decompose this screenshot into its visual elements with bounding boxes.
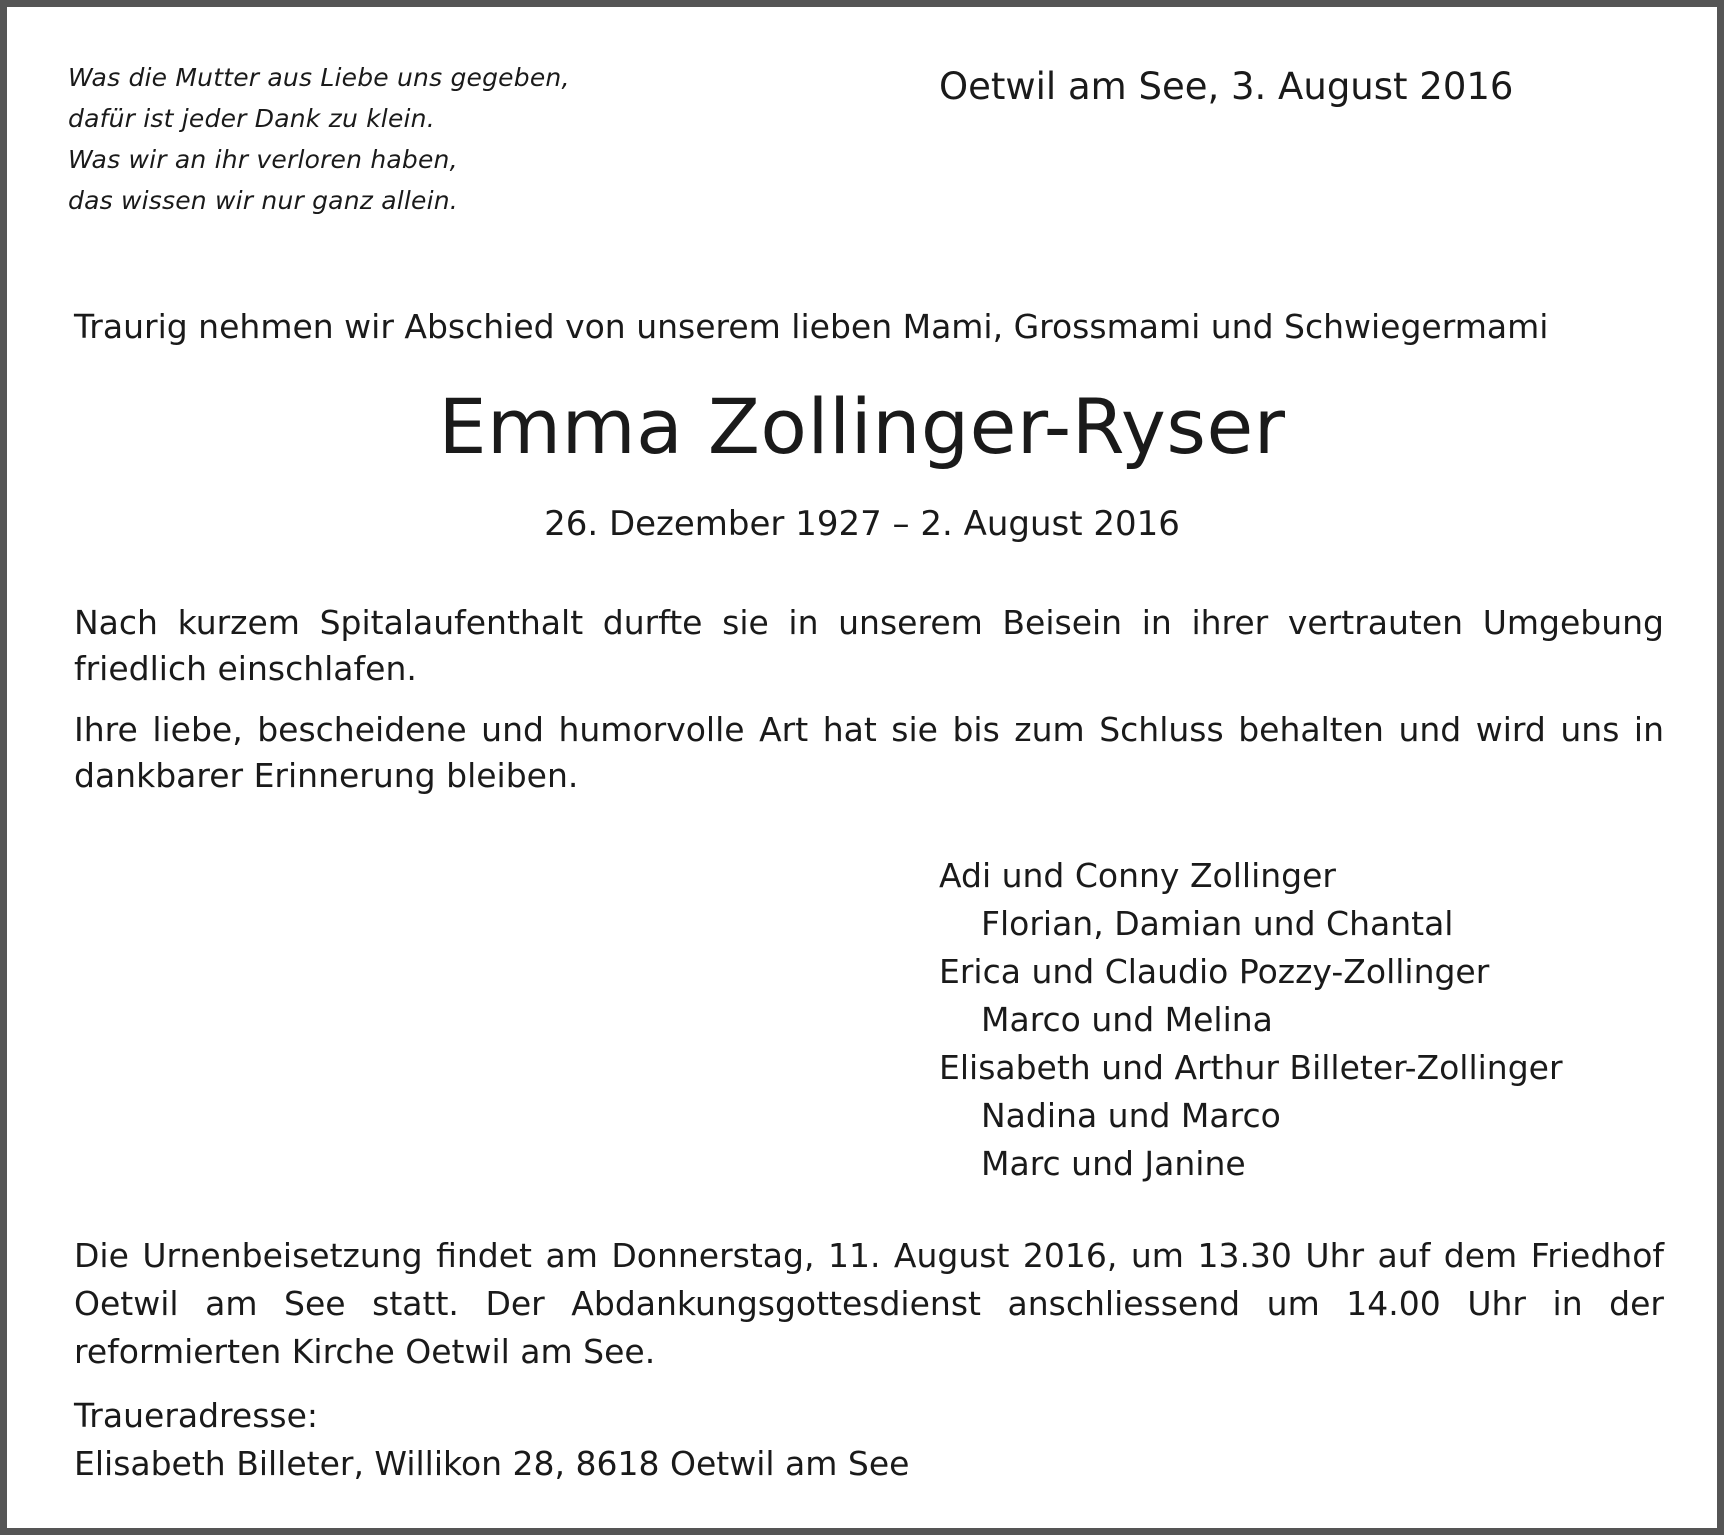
mourner-family: Adi und Conny Zollinger — [939, 856, 1336, 895]
poem-line: dafür ist jeder Dank zu klein. — [68, 104, 435, 133]
address-value: Elisabeth Billeter, Willikon 28, 8618 Oetwil am See — [74, 1444, 910, 1483]
remembrance-paragraph: Ihre liebe, bescheidene und humorvolle Art hat sie bis zum Schluss behalten und wird uns in dankbarer Erinnerung bleiben. — [74, 710, 1664, 795]
intro-line: Traurig nehmen wir Abschied von unserem lieben Mami, Grossmami und Schwiegermami — [74, 307, 1549, 346]
poem-line: Was wir an ihr verloren haben, — [68, 145, 458, 174]
obituary-notice — [7, 7, 1717, 1528]
deceased-name: Emma Zollinger-Ryser — [438, 382, 1286, 471]
ceremony-details: Die Urnenbeisetzung findet am Donnerstag, 11. August 2016, um 13.30 Uhr auf dem Friedhof Oetwil am See statt. Der Abdankungsgottesdienst anschliessend um 14.00 Uhr in der reformierten Kirche Oetwil am See. — [74, 1236, 1664, 1371]
address-label: Traueradresse: — [74, 1396, 319, 1435]
mourner-family: Elisabeth und Arthur Billeter-Zollinger — [939, 1048, 1563, 1087]
mourning-address — [74, 1392, 909, 1488]
mourner-children: Florian, Damian und Chantal — [981, 904, 1454, 943]
mourner-children: Marco und Melina — [981, 1000, 1273, 1039]
poem-line: Was die Mutter aus Liebe uns gegeben, — [68, 63, 570, 92]
life-dates: 26. Dezember 1927 – 2. August 2016 — [544, 504, 1180, 544]
mourners-list — [939, 852, 1563, 1188]
passing-paragraph: Nach kurzem Spitalaufenthalt durfte sie in unserem Beisein in ihrer vertrauten Umgebung friedlich einschlafen. — [74, 603, 1664, 688]
mourner-children: Marc und Janine — [981, 1144, 1246, 1183]
poem-line: das wissen wir nur ganz allein. — [68, 186, 458, 215]
mourner-family: Erica und Claudio Pozzy-Zollinger — [939, 952, 1490, 991]
place-and-date: Oetwil am See, 3. August 2016 — [939, 65, 1514, 108]
memorial-poem — [68, 57, 570, 221]
mourner-children: Nadina und Marco — [981, 1096, 1281, 1135]
